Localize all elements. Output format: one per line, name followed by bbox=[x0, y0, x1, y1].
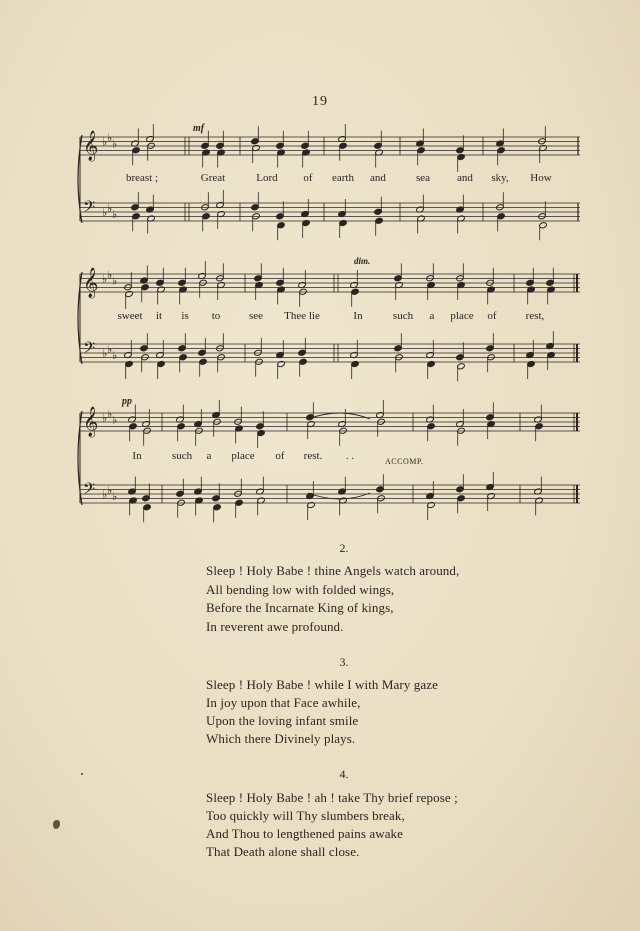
verse-2 bbox=[206, 541, 526, 634]
svg-text:♭: ♭ bbox=[107, 484, 113, 497]
verse-line: In joy upon that Face awhile, bbox=[206, 695, 361, 710]
lyric-word: of bbox=[275, 450, 285, 462]
lyric-word: a bbox=[429, 310, 435, 322]
verse-line: Sleep ! Holy Babe ! while I with Mary gaze bbox=[206, 677, 438, 692]
lyric-word: and bbox=[457, 172, 473, 184]
lyric-word: of bbox=[303, 172, 313, 184]
lyric-word: sky, bbox=[491, 172, 509, 184]
verse-3 bbox=[206, 655, 526, 745]
lyric-word: breast ; bbox=[125, 172, 159, 184]
verse-line: Sleep ! Holy Babe ! thine Angels watch around, bbox=[206, 563, 460, 578]
lyric-word: Great bbox=[200, 172, 226, 184]
dynamic-marking: dim. bbox=[354, 256, 371, 266]
lyric-word: In bbox=[132, 450, 142, 462]
lyric-word: In bbox=[353, 310, 363, 322]
svg-text:♭: ♭ bbox=[112, 137, 118, 151]
lyric-word: Lord bbox=[256, 172, 278, 184]
svg-text:♭: ♭ bbox=[112, 413, 118, 427]
lyric-word: How bbox=[530, 172, 552, 184]
music-system-2 bbox=[80, 256, 580, 377]
lyric-word: to bbox=[211, 310, 221, 322]
svg-text:♭: ♭ bbox=[107, 343, 113, 356]
lyric-word: place bbox=[450, 310, 474, 322]
lyric-word: a bbox=[206, 450, 212, 462]
lyric-word: of bbox=[487, 310, 497, 322]
lyric-word: and bbox=[370, 172, 386, 184]
lyric-word: such bbox=[171, 450, 193, 462]
svg-text:𝄞: 𝄞 bbox=[83, 131, 99, 161]
verse-line: Sleep ! Holy Babe ! ah ! take Thy brief repose ; bbox=[206, 790, 458, 805]
svg-text:♭: ♭ bbox=[107, 268, 113, 282]
svg-text:♭: ♭ bbox=[107, 131, 113, 145]
music-system-1 bbox=[80, 125, 580, 235]
svg-text:♭: ♭ bbox=[112, 208, 118, 221]
lyric-word: sea bbox=[415, 172, 431, 184]
svg-text:♭: ♭ bbox=[112, 274, 118, 288]
svg-text:♭: ♭ bbox=[102, 347, 108, 360]
svg-text:𝄢: 𝄢 bbox=[83, 480, 96, 502]
verse-line: And Thou to lengthened pains awake bbox=[206, 826, 404, 841]
lyric-word: such bbox=[392, 310, 414, 322]
svg-text:𝄞: 𝄞 bbox=[83, 268, 99, 298]
svg-text:♭: ♭ bbox=[102, 206, 108, 219]
svg-text:♭: ♭ bbox=[102, 272, 108, 286]
lyric-word: see bbox=[248, 310, 264, 322]
verse-number: 2. bbox=[339, 541, 349, 555]
verse-line: All bending low with folded wings, bbox=[206, 582, 395, 597]
dynamic-marking: pp bbox=[122, 396, 132, 407]
lyric-word: earth bbox=[332, 172, 354, 184]
verse-line: That Death alone shall close. bbox=[206, 844, 360, 859]
page-number: 19 bbox=[312, 94, 328, 109]
lyric-word: rest. bbox=[303, 450, 323, 462]
verse-number: 3. bbox=[339, 655, 349, 669]
svg-text:𝄞: 𝄞 bbox=[83, 407, 99, 437]
dynamic-marking: mf bbox=[193, 123, 205, 134]
verse-number: 4. bbox=[339, 767, 349, 781]
lyric-word: is bbox=[181, 310, 189, 322]
verse-line: Upon the loving infant smile bbox=[206, 713, 359, 728]
svg-text:♭: ♭ bbox=[107, 407, 113, 421]
accompaniment-label: ACCOMP. bbox=[385, 457, 424, 466]
svg-text:♭: ♭ bbox=[102, 488, 108, 501]
lyric-word: Thee lie bbox=[284, 310, 320, 322]
lyric-word: sweet bbox=[117, 310, 143, 322]
verse-line: Too quickly will Thy slumbers break, bbox=[206, 808, 405, 823]
ink-blot bbox=[53, 820, 60, 829]
staff-notation bbox=[80, 400, 580, 520]
svg-text:𝄢: 𝄢 bbox=[83, 339, 96, 361]
verse-line: Which there Divinely plays. bbox=[206, 731, 356, 746]
svg-text:♭: ♭ bbox=[112, 490, 118, 503]
svg-text:♭: ♭ bbox=[107, 202, 113, 215]
lyric-word: it bbox=[155, 310, 163, 322]
lyric-word: place bbox=[231, 450, 255, 462]
svg-text:♭: ♭ bbox=[102, 135, 108, 149]
lyric-word: rest, bbox=[525, 310, 545, 322]
svg-text:𝄢: 𝄢 bbox=[83, 198, 96, 220]
verse-line: Before the Incarnate King of kings, bbox=[206, 600, 394, 615]
verse-4 bbox=[206, 767, 526, 862]
verse-line: In reverent awe profound. bbox=[206, 619, 344, 634]
svg-text:♭: ♭ bbox=[102, 411, 108, 425]
svg-text:♭: ♭ bbox=[112, 349, 118, 362]
ink-speck bbox=[81, 773, 83, 775]
music-system-3 bbox=[80, 396, 580, 520]
lyric-word: . . bbox=[345, 450, 355, 462]
